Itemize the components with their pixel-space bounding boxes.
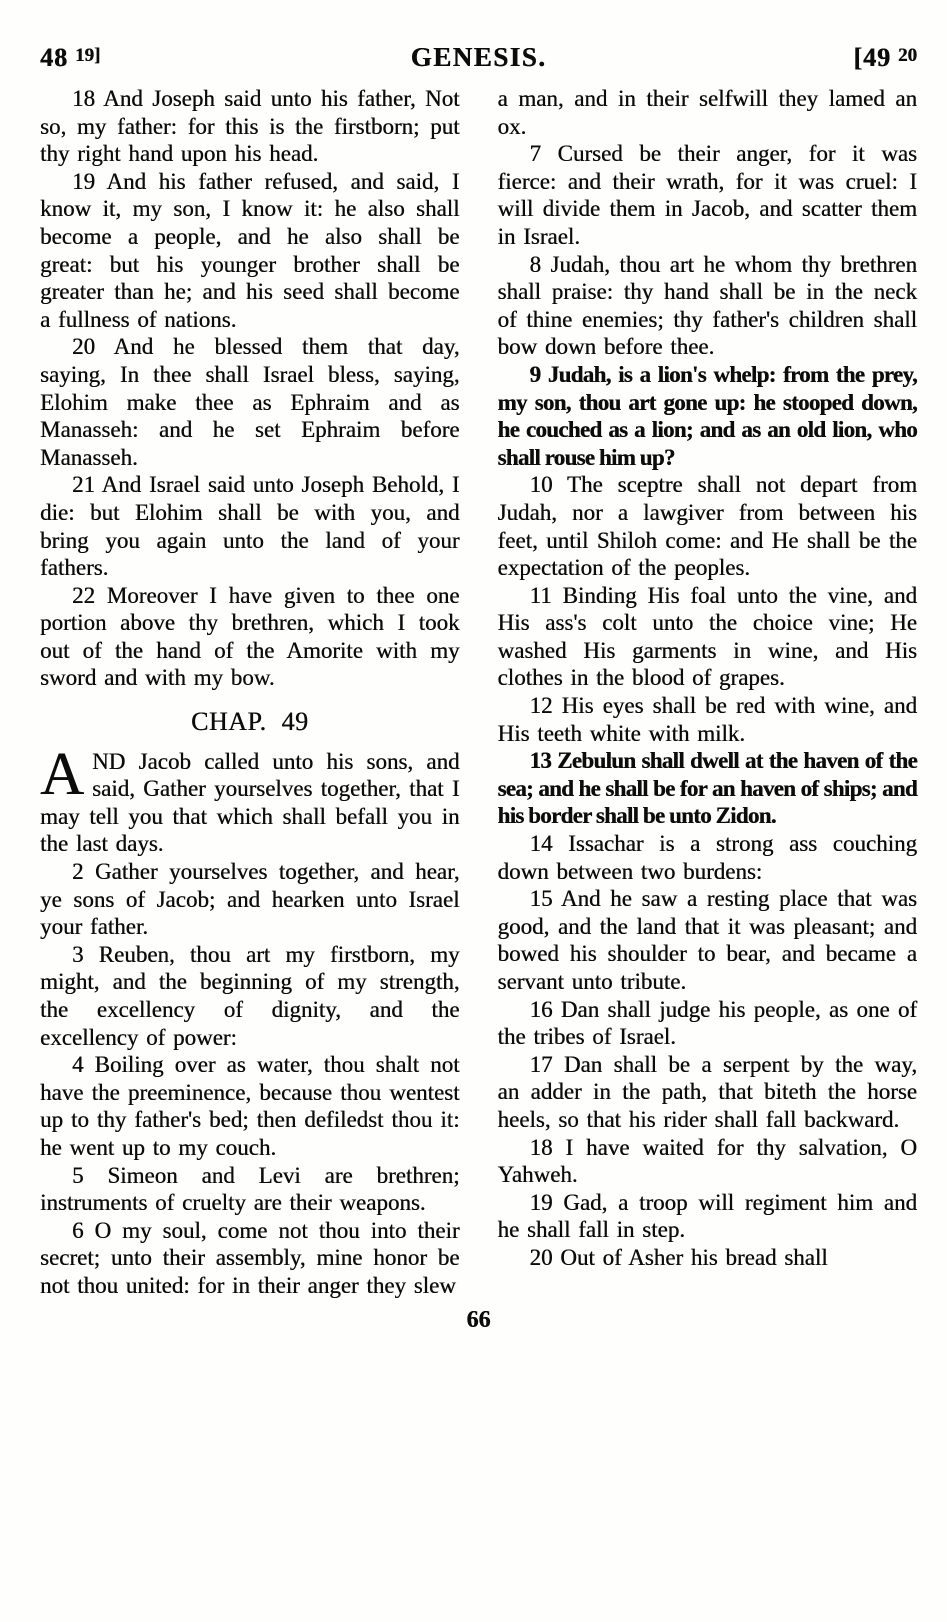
verse-paragraph: 19 Gad, a troop will regiment him and he shall fall in step. [497,1189,917,1243]
verse-paragraph: 13 Zebulun shall dwell at the haven of the sea; and he shall be for an haven of ships; and his border shall be unto Zidon. [497,748,917,829]
drop-cap-initial: A [40,740,85,808]
verse-paragraph: 21 And Israel said unto Joseph Behold, I die: but Elohim shall be with you, and bring you again unto the land of your fathers. [40,472,460,581]
verse-paragraph: 12 His eyes shall be red with wine, and His teeth white with milk. [497,693,917,746]
text-body [40,85,917,1300]
verse-paragraph: 6 O my soul, come not thou into their secret; unto their assembly, mine honor be not thou united: for in their anger they slew [40,1217,460,1298]
folio-left-verse: 19] [75,45,101,66]
page-number: 66 [466,1306,491,1333]
verse-paragraph: 19 And his father refused, and said, I know it, my son, I know it: he also shall become a people, and he also shall be great: but his younger brother shall be greater than he; and his seed shall become a fullness of nations. [40,168,460,332]
page-header [40,42,917,73]
folio-left [40,43,411,73]
folio-left-chapter: 48 [40,43,68,72]
verse-paragraph: 9 Judah, is a lion's whelp: from the prey, my son, thou art gone up: he stooped down, he couched as a lion; and as an old lion, who shall rouse him up? [497,361,917,470]
verse-paragraph: 7 Cursed be their anger, for it was fierce: and their wrath, for it was cruel: I will divide them in Jacob, and scatter them in Israel. [497,141,917,249]
verse-paragraph: 11 Binding His foal unto the vine, and His ass's colt unto the choice vine; He washed His garments in wine, and His clothes in the blood of grapes. [497,582,917,691]
verse-paragraph: 8 Judah, thou art he whom thy brethren shall praise: thy hand shall be in the neck of thine enemies; thy father's children shall bow down before thee. [497,251,917,360]
chapter-heading: CHAP. 49 [191,707,309,737]
page-title: GENESIS. [410,42,547,72]
chapter-opening-verse: AND Jacob called unto his sons, and said, Gather yourselves together, that I may tell you that which shall befall you in the last days. [40,740,460,857]
verse-paragraph: a man, and in their selfwill they lamed an ox. [497,86,917,139]
verse-paragraph: 18 I have waited for thy salvation, O Yahweh. [497,1134,917,1188]
verse-paragraph: 22 Moreover I have given to thee one portion above thy brethren, which I took out of the hand of the Amorite with my sword and with my bow. [40,582,460,691]
verse-paragraph: 2 Gather yourselves together, and hear, ye sons of Jacob; and hearken unto Israel your father. [40,859,460,940]
verse-paragraph: 15 And he saw a resting place that was good, and the land that it was pleasant; and bowed his shoulder to bear, and became a servant unto tribute. [497,886,917,994]
verse-paragraph: 18 And Joseph said unto his father, Not so, my father: for this is the firstborn; put thy right hand upon his head. [40,86,460,167]
verse-paragraph: 20 Out of Asher his bread shall [529,1244,828,1270]
verse-paragraph: 20 And he blessed them that day, saying, In thee shall Israel bless, saying, Elohim make thee as Ephraim and as Manasseh: and he set Ephraim before Manasseh. [40,334,460,470]
folio-right-verse: 20 [898,45,917,66]
folio-right-chapter: [49 [853,43,891,72]
verse-paragraph: 4 Boiling over as water, thou shalt not have the preeminence, because thou wentest up to thy father's bed; then defiledst thou it: he went up to my couch. [40,1052,460,1160]
text-column-right [498,85,918,1300]
verse-paragraph: 16 Dan shall judge his people, as one of the tribes of Israel. [497,996,917,1050]
folio-right [546,43,917,73]
verse-paragraph: 3 Reuben, thou art my firstborn, my might, and the beginning of my strength, the excellency of dignity, and the excellency of power: [40,941,460,1050]
verse-paragraph: 10 The sceptre shall not depart from Judah, nor a lawgiver from between his feet, until Shiloh come: and He shall be the expectation of the peoples. [497,472,917,581]
text-column-left [40,85,460,1300]
verse-paragraph: 5 Simeon and Levi are brethren; instruments of cruelty are their weapons. [40,1162,460,1216]
verse-paragraph: 14 Issachar is a strong ass couching down between two burdens: [497,831,917,884]
verse-paragraph: 17 Dan shall be a serpent by the way, an adder in the path, that biteth the horse heels, so that his rider shall fall backward. [497,1051,917,1132]
page-footer [40,1307,917,1334]
